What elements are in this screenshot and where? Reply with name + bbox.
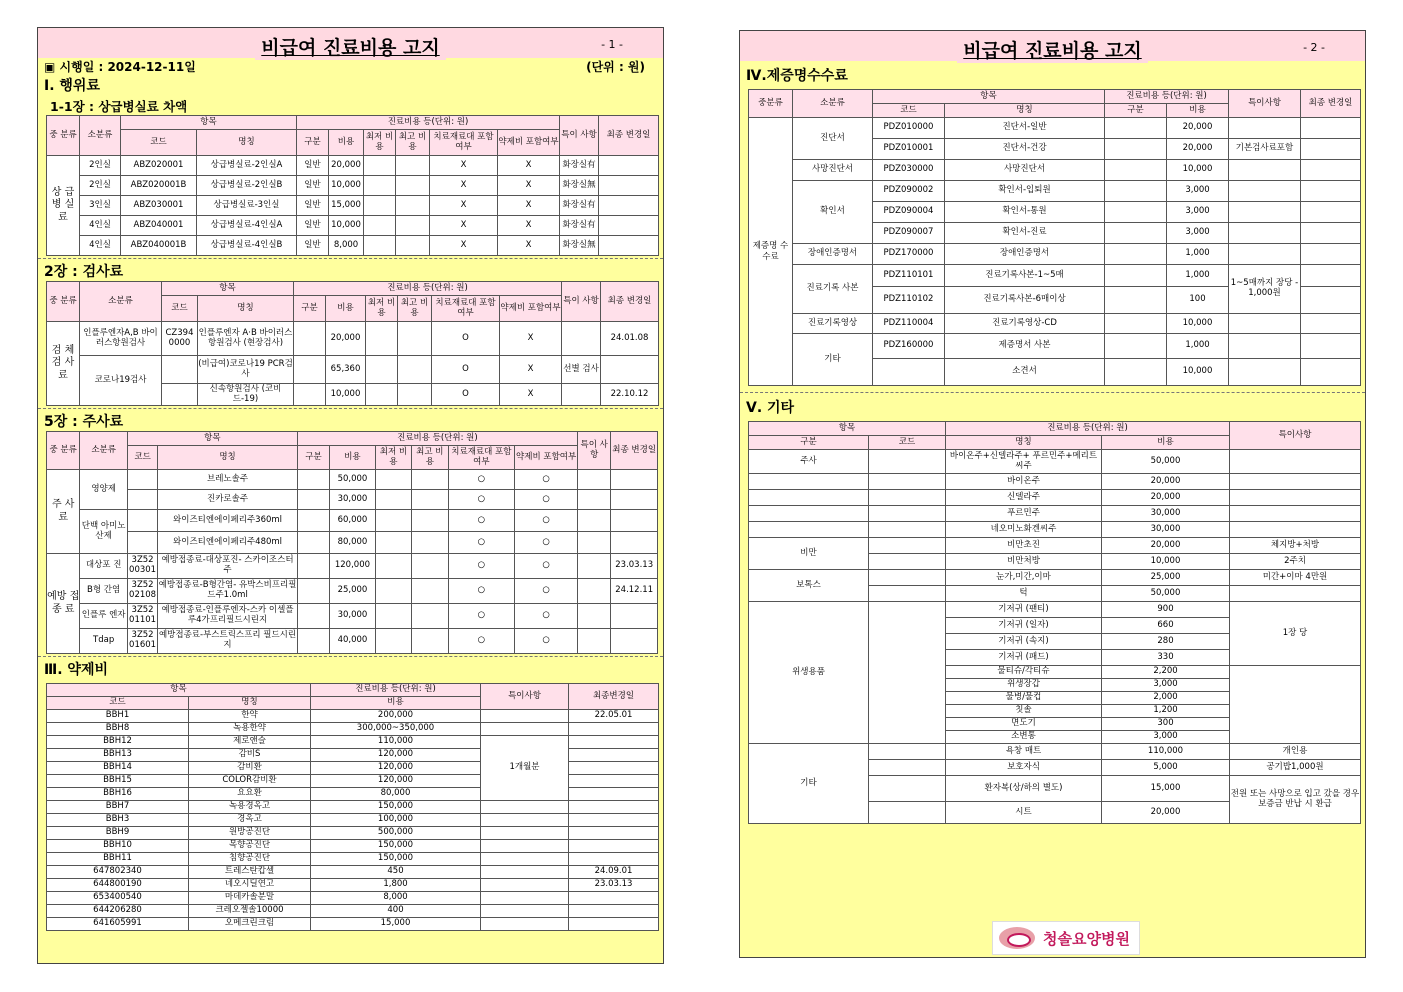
effective-date: ▣ 시행일 : 2024-12-11일 xyxy=(44,60,196,74)
col-changed: 최종 변경일 xyxy=(599,116,659,156)
table-row: 인플루 엔자 3Z52 01101 예방접종료-인플루엔자-스카 이셀플루4가프리필드시린지 30,000 ○ ○ xyxy=(47,604,658,629)
table-row: PDZ090004 확인서-통원 3,000 xyxy=(749,202,1361,223)
col-name: 명칭 xyxy=(197,130,297,156)
table-row: 위생용품 기저귀 (팬티) 900 1장 당 xyxy=(749,602,1361,618)
table-row: 사망진단서 PDZ030000 사망진단서 10,000 xyxy=(749,160,1361,181)
col-category: 중 분류 xyxy=(47,116,80,156)
page-1-title: 비급여 진료비용 고지 xyxy=(255,33,445,60)
page-2-header xyxy=(740,31,1365,61)
table-row: BBH10 목향공진단 150,000 xyxy=(47,840,659,853)
drug-fee-table: 항목 진료비용 등(단위: 원) 특이사항 최종변경일 코드 명칭 비용 BBH1 한약 200,000 22.05.01 BBH8 녹용한약 300,000~350,000 BBH12 제로앤슬 110,000 1개월분 BBH13 감비S 120,000 BBH14 감비환 120,000 BBH15 COLOR감비환 120,000 BBH16 요요환 80,000 BBH7 녹용경옥고 150,000 BBH3 경옥고 100,000 BBH9 원방공진단 500,000 BBH10 목향공진단 150,000 BBH11 침향공진단 150,000 647802340 트레스탄캅셀 450 24.09.01 644800190 네오시딜연고 1,800 23.03.13 653400540 마데카솔분말 8,000 644206280 크레오젤솔10000 400 641605991 오메크린크림 15,000 xyxy=(46,683,659,931)
col-max: 최고 비용 xyxy=(396,130,430,156)
table-row: 코로나19검사 (비급여)코로나19 PCR검사 65,360 O X 선별 검사 xyxy=(47,356,659,384)
col-code: 코드 xyxy=(121,130,197,156)
section-procedure-fees: Ⅰ. 행위료 xyxy=(44,78,100,94)
page-1-header xyxy=(38,28,663,58)
table-row: 4인실 ABZ040001B 상급병실료-4인실B 일반 8,000 X X 화장실無 xyxy=(47,236,659,256)
table-row: 검 체 검 사 료 인플루엔자A,B 바이러스항원검사 CZ394 0000 인플루엔자 A·B 바이러스항원검사 (현장검사) 20,000 O X 24.01.08 xyxy=(47,322,659,356)
table-row: PDZ090007 확인서-진료 3,000 xyxy=(749,223,1361,244)
col-item: 항목 xyxy=(121,116,297,130)
table-row: BBH15 COLOR감비환 120,000 xyxy=(47,775,659,788)
table-row: 확인서 PDZ090002 확인서-입퇴원 3,000 xyxy=(749,181,1361,202)
table-row: BBH1 한약 200,000 22.05.01 xyxy=(47,710,659,723)
col-kind: 구분 xyxy=(297,130,329,156)
table-row: 턱 50,000 xyxy=(749,586,1361,602)
divider xyxy=(740,392,1365,393)
table-row: PDZ110102 진료기록사본-6매이상 100 xyxy=(749,287,1361,314)
col-cost-group: 진료비용 등(단위: 원) xyxy=(297,116,560,130)
divider xyxy=(38,408,663,409)
table-row: BBH16 요요환 80,000 xyxy=(47,788,659,801)
table-row: 장애인증명서 PDZ170000 장애인증명서 1,000 xyxy=(749,244,1361,265)
divider xyxy=(38,258,663,259)
table-row: 바이온주 20,000 xyxy=(749,474,1361,490)
table-row: 환자복(상/하의 별도) 15,000 전원 또는 사망으로 입고 갔을 경우 보증금 반납 시 환급 xyxy=(749,776,1361,802)
other-fee-table: 항목 진료비용 등(단위: 원) 특이사항 구분 코드 명칭 비용 주사 바이온주+신델라주+ 푸르민주+메리트씨주 50,000 바이온주 20,000 신델라주 20,000 푸르민주 30,000 네오미노화겐씨주 30,000 비만 비만초진 20,000 체지방+처방 비만처방 10,000 2주치 보톡스 눈가,미간,이마 25,000 미간+이마 4만원 턱 50,000 위생용품 기저귀 (팬티) 900 1장 당 기저귀 (일자) 660 기저귀 (속지) 280 기저귀 (패드) 330 물티슈/각티슈 2,200 위생장갑 3,000 물병/물컵 2,000 칫솔 1,200 면도기 300 소변통 3,000 기타 욕창 매트 110,000 개인용 보호자식 5,000 공기밥1,000원 환자복(상/하의 별도) 15,000 전원 또는 사망으로 입고 갔을 경우 보증금 반납 시 환급 시트 20,000 xyxy=(748,421,1361,824)
table-row: 기저귀 (일자) 660 xyxy=(749,618,1361,634)
table-row: 물병/물컵 2,000 xyxy=(749,692,1361,705)
table-row: 진료기록영상 PDZ110004 진료기록영상-CD 10,000 xyxy=(749,314,1361,334)
col-material: 치료재료대 포함여부 xyxy=(430,130,498,156)
certificate-category: 제증명 수수료 xyxy=(749,118,793,386)
table-row: 신델라주 20,000 xyxy=(749,490,1361,506)
table-row: 신속항원검사 (코비드-19) 10,000 O X 22.10.12 xyxy=(47,384,659,406)
col-special: 특이 사항 xyxy=(560,116,599,156)
col-cost: 비용 xyxy=(329,130,364,156)
test-fee-table: 중 분류 소분류 항목 진료비용 등(단위: 원) 특이 사항 최종 변경일 코드 명칭 구분 비용 최저 비용 최고 비용 치료재료대 포함여부 약제비 포함여부 검 체 검 사 료 인플루엔자A,B 바이러스항원검사 CZ394 0000 인플루엔자 A·B 바이러스항원검사 (현장검사) 20,000 O X 24.01.08 코로나19검사 (비급여)코로나19 PCR검사 65,360 O X 선별 검사 신속항원검사 (코비드-19) 10,000 O X 22.10.12 xyxy=(46,281,659,406)
table-row: 3인실 ABZ030001 상급병실료-3인실 일반 15,000 X X 화장실有 xyxy=(47,196,659,216)
table-row: 기타 PDZ160000 제증명서 사본 1,000 xyxy=(749,334,1361,359)
table-row: BBH9 원방공진단 500,000 xyxy=(47,827,659,840)
page-2-title: 비급여 진료비용 고지 xyxy=(957,36,1147,63)
table-row: 647802340 트레스탄캅셀 450 24.09.01 xyxy=(47,866,659,879)
table-row: BBH8 녹용한약 300,000~350,000 xyxy=(47,723,659,736)
table-row: 4인실 ABZ040001 상급병실료-4인실A 일반 10,000 X X 화장실有 xyxy=(47,216,659,236)
table-row: 위생장갑 3,000 xyxy=(749,679,1361,692)
injection-fee-table: 중 분류 소분류 항목 진료비용 등(단위: 원) 특이 사항 최종 변경일 코드 명칭 구분 비용 최저 비용 최고 비용 치료재료대 포함여부 약제비 포함여부 주 사 료 영양제 브레노솔주 50,000 ○ ○ 진카로솔주 30,000 ○ ○ 단백 아미노 산제 와이즈티엔에이페리주360ml 60,000 ○ ○ 와이즈티엔에이페리주480ml 80,000 ○ ○ 예방 접종 료 대상포 진 3Z52 00301 예방접종료-대상포진- 스카이조스터주 120,000 ○ ○ 23.03.13 B형 간염 3Z52 02108 예방접종료-B형간염- 유박스비프리필드주1.0ml 25,000 ○ ○ 24.12.11 인플루 엔자 3Z52 01101 예방접종료-인플루엔자-스카 이셀플루4가프리필드시린지 30,000 ○ ○ Tdap 3Z52 01601 예방접종료-부스트릭스프리 필드시린지 40,000 ○ ○ xyxy=(46,431,658,654)
table-row: 2인실 ABZ020001B 상급병실료-2인실B 일반 10,000 X X 화장실無 xyxy=(47,176,659,196)
table-row: 653400540 마데카솔분말 8,000 xyxy=(47,892,659,905)
table-row: 비만처방 10,000 2주치 xyxy=(749,554,1361,570)
col-min: 최저 비용 xyxy=(364,130,396,156)
table-row: 네오미노화겐씨주 30,000 xyxy=(749,522,1361,538)
page-1-number: - 1 - xyxy=(601,38,623,51)
table-row: 칫솔 1,200 xyxy=(749,705,1361,718)
table-row: 상 급 병 실 료 2인실 ABZ020001 상급병실료-2인실A 일반 20,000 X X 화장실有 xyxy=(47,156,659,176)
table-row: 기저귀 (속지) 280 xyxy=(749,634,1361,650)
table-row: 푸르민주 30,000 xyxy=(749,506,1361,522)
table-row: BBH7 녹용경옥고 150,000 xyxy=(47,801,659,814)
table-row: 보호자식 5,000 공기밥1,000원 xyxy=(749,760,1361,776)
table-row: 644800190 네오시딜연고 1,800 23.03.13 xyxy=(47,879,659,892)
effective-date-row xyxy=(38,58,663,75)
table-row: 제증명 수수료 진단서 PDZ010000 진단서-일반 20,000 xyxy=(749,118,1361,139)
table-row: BBH11 침향공진단 150,000 xyxy=(47,853,659,866)
hospital-logo xyxy=(992,921,1140,955)
section-certificate-fees: Ⅳ.제증명수수료 xyxy=(746,68,848,84)
table-row: 소견서 10,000 xyxy=(749,359,1361,386)
unit-label: (단위 : 원) xyxy=(586,60,645,74)
table-row: B형 간염 3Z52 02108 예방접종료-B형간염- 유박스비프리필드주1.0ml 25,000 ○ ○ 24.12.11 xyxy=(47,579,658,604)
section-drug-fees: Ⅲ. 약제비 xyxy=(44,662,108,678)
subsection-room-fees: 1-1장 : 상급병실료 차액 xyxy=(50,99,188,114)
table-row: 면도기 300 xyxy=(749,718,1361,731)
drug-period-note: 1개월분 xyxy=(481,736,569,801)
section-other-fees: Ⅴ. 기타 xyxy=(746,400,795,416)
table-row: 644206280 크레오젤솔10000 400 xyxy=(47,905,659,918)
table-row: 물티슈/각티슈 2,200 xyxy=(749,666,1361,679)
table-row: BBH13 감비S 120,000 xyxy=(47,749,659,762)
table-row: 시트 20,000 xyxy=(749,802,1361,824)
table-row: 와이즈티엔에이페리주480ml 80,000 ○ ○ xyxy=(47,532,658,554)
table-row: PDZ010001 진단서-건강 20,000 기본검사료포함 xyxy=(749,139,1361,160)
table-row: 주사 바이온주+신델라주+ 푸르민주+메리트씨주 50,000 xyxy=(749,450,1361,474)
table-row: 단백 아미노 산제 와이즈티엔에이페리주360ml 60,000 ○ ○ xyxy=(47,510,658,532)
table-row: 주 사 료 영양제 브레노솔주 50,000 ○ ○ xyxy=(47,470,658,490)
section-injection-fees: 5장 : 주사료 xyxy=(44,414,124,430)
hospital-logo-icon xyxy=(999,927,1035,949)
table-row: 진카로솔주 30,000 ○ ○ xyxy=(47,490,658,510)
divider xyxy=(38,656,663,657)
table-row: BBH12 제로앤슬 110,000 1개월분 xyxy=(47,736,659,749)
col-drug: 약제비 포함여부 xyxy=(498,130,560,156)
room-category: 상 급 병 실 료 xyxy=(47,156,80,256)
table-row: 비만 비만초진 20,000 체지방+처방 xyxy=(749,538,1361,554)
table-row: 기저귀 (패드) 330 xyxy=(749,650,1361,666)
hospital-name: 청솔요양병원 xyxy=(1043,929,1130,948)
table-row: 보톡스 눈가,미간,이마 25,000 미간+이마 4만원 xyxy=(749,570,1361,586)
section-test-fees: 2장 : 검사료 xyxy=(44,264,124,280)
notice-page-1 xyxy=(37,27,664,964)
injection-category: 주 사 료 xyxy=(47,470,80,554)
table-row: 기타 욕창 매트 110,000 개인용 xyxy=(749,744,1361,760)
certificate-fee-table: 중분류 소분류 항목 진료비용 등(단위: 원) 특이사항 최종 변경일 코드 명칭 구분 비용 제증명 수수료 진단서 PDZ010000 진단서-일반 20,000 PDZ010001 진단서-건강 20,000 기본검사료포함 사망진단서 PDZ030000 사망진단서 10,000 확인서 PDZ090002 확인서-입퇴원 3,000 PDZ090004 확인서-통원 3,000 PDZ090007 확인서-진료 3,000 장애인증명서 PDZ170000 장애인증명서 1,000 진료기록 사본 PDZ110101 진료기록사본-1~5매 1,000 1~5매까지 장당 - 1,000원 PDZ110102 진료기록사본-6매이상 100 진료기록영상 PDZ110004 진료기록영상-CD 10,000 기타 PDZ160000 제증명서 사본 1,000 소견서 10,000 xyxy=(748,89,1361,386)
room-fee-table xyxy=(46,115,659,256)
notice-page-2 xyxy=(739,30,1366,958)
vaccine-category: 예방 접종 료 xyxy=(47,554,80,654)
table-row: Tdap 3Z52 01601 예방접종료-부스트릭스프리 필드시린지 40,000 ○ ○ xyxy=(47,629,658,654)
table-row: 641605991 오메크린크림 15,000 xyxy=(47,918,659,931)
test-category: 검 체 검 사 료 xyxy=(47,322,80,406)
table-row: BBH3 경옥고 100,000 xyxy=(47,814,659,827)
table-row: BBH14 감비환 120,000 xyxy=(47,762,659,775)
table-row: 소변통 3,000 xyxy=(749,731,1361,744)
col-subcategory: 소분류 xyxy=(80,116,121,156)
table-row: 예방 접종 료 대상포 진 3Z52 00301 예방접종료-대상포진- 스카이조스터주 120,000 ○ ○ 23.03.13 xyxy=(47,554,658,579)
table-row: 진료기록 사본 PDZ110101 진료기록사본-1~5매 1,000 1~5매까지 장당 - 1,000원 xyxy=(749,265,1361,287)
page-2-number: - 2 - xyxy=(1303,41,1325,54)
